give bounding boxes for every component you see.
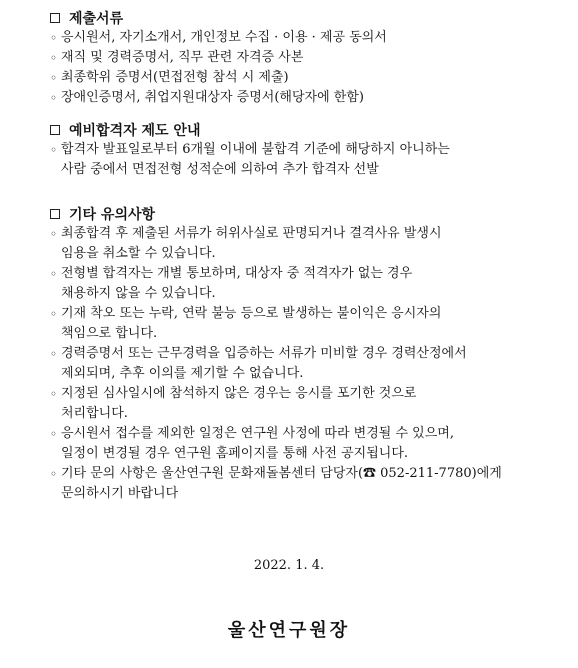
square-bullet-icon xyxy=(50,13,60,23)
list-item: ◦ 기타 문의 사항은 울산연구원 문화재돌봄센터 담당자(☎ 052-211-7780)에게 문의하시기 바랍니다 xyxy=(50,464,530,504)
item-list xyxy=(50,140,530,180)
list-item: ◦ 응시원서 접수를 제외한 일정은 연구원 사정에 따라 변경될 수 있으며, 일정이 변경될 경우 연구원 홈페이지를 통해 사전 공지됩니다. xyxy=(50,424,530,464)
item-list xyxy=(50,224,530,504)
list-item: ◦ 합격자 발표일로부터 6개월 이내에 불합격 기준에 해당하지 아니하는 사람 중에서 면접전형 성적순에 의하여 추가 합격자 선발 xyxy=(50,140,530,180)
notice-date: 2022. 1. 4. xyxy=(253,558,325,573)
item-list xyxy=(50,28,530,108)
section-title: 예비합격자 제도 안내 xyxy=(50,120,530,140)
list-item: ◦ 응시원서, 자기소개서, 개인정보 수집 · 이용 · 제공 동의서 xyxy=(50,28,530,48)
list-item: ◦ 최종합격 후 제출된 서류가 허위사실로 판명되거나 결격사유 발생시 임용을 취소할 수 있습니다. xyxy=(50,224,530,264)
section-reserve-candidates xyxy=(50,120,530,180)
section-documents xyxy=(50,8,530,108)
list-item: ◦ 지정된 심사일시에 참석하지 않은 경우는 응시를 포기한 것으로 처리합니다. xyxy=(50,384,530,424)
signature: 울산연구원장 xyxy=(227,620,351,641)
list-item: ◦ 재직 및 경력증명서, 직무 관련 자격증 사본 xyxy=(50,48,530,68)
list-item: ◦ 장애인증명서, 취업지원대상자 증명서(해당자에 한함) xyxy=(50,88,530,108)
section-title: 제출서류 xyxy=(50,8,530,28)
list-item: ◦ 경력증명서 또는 근무경력을 입증하는 서류가 미비할 경우 경력산정에서 제외되며, 추후 이의를 제기할 수 없습니다. xyxy=(50,344,530,384)
list-item: ◦ 최종학위 증명서(면접전형 참석 시 제출) xyxy=(50,68,530,88)
list-item: ◦ 기재 착오 또는 누락, 연락 불능 등으로 발생하는 불이익은 응시자의 책임으로 합니다. xyxy=(50,304,530,344)
square-bullet-icon xyxy=(50,209,60,219)
section-other-notes xyxy=(50,204,530,504)
list-item: ◦ 전형별 합격자는 개별 통보하며, 대상자 중 적격자가 없는 경우 채용하지 않을 수 있습니다. xyxy=(50,264,530,304)
square-bullet-icon xyxy=(50,125,60,135)
section-title: 기타 유의사항 xyxy=(50,204,530,224)
